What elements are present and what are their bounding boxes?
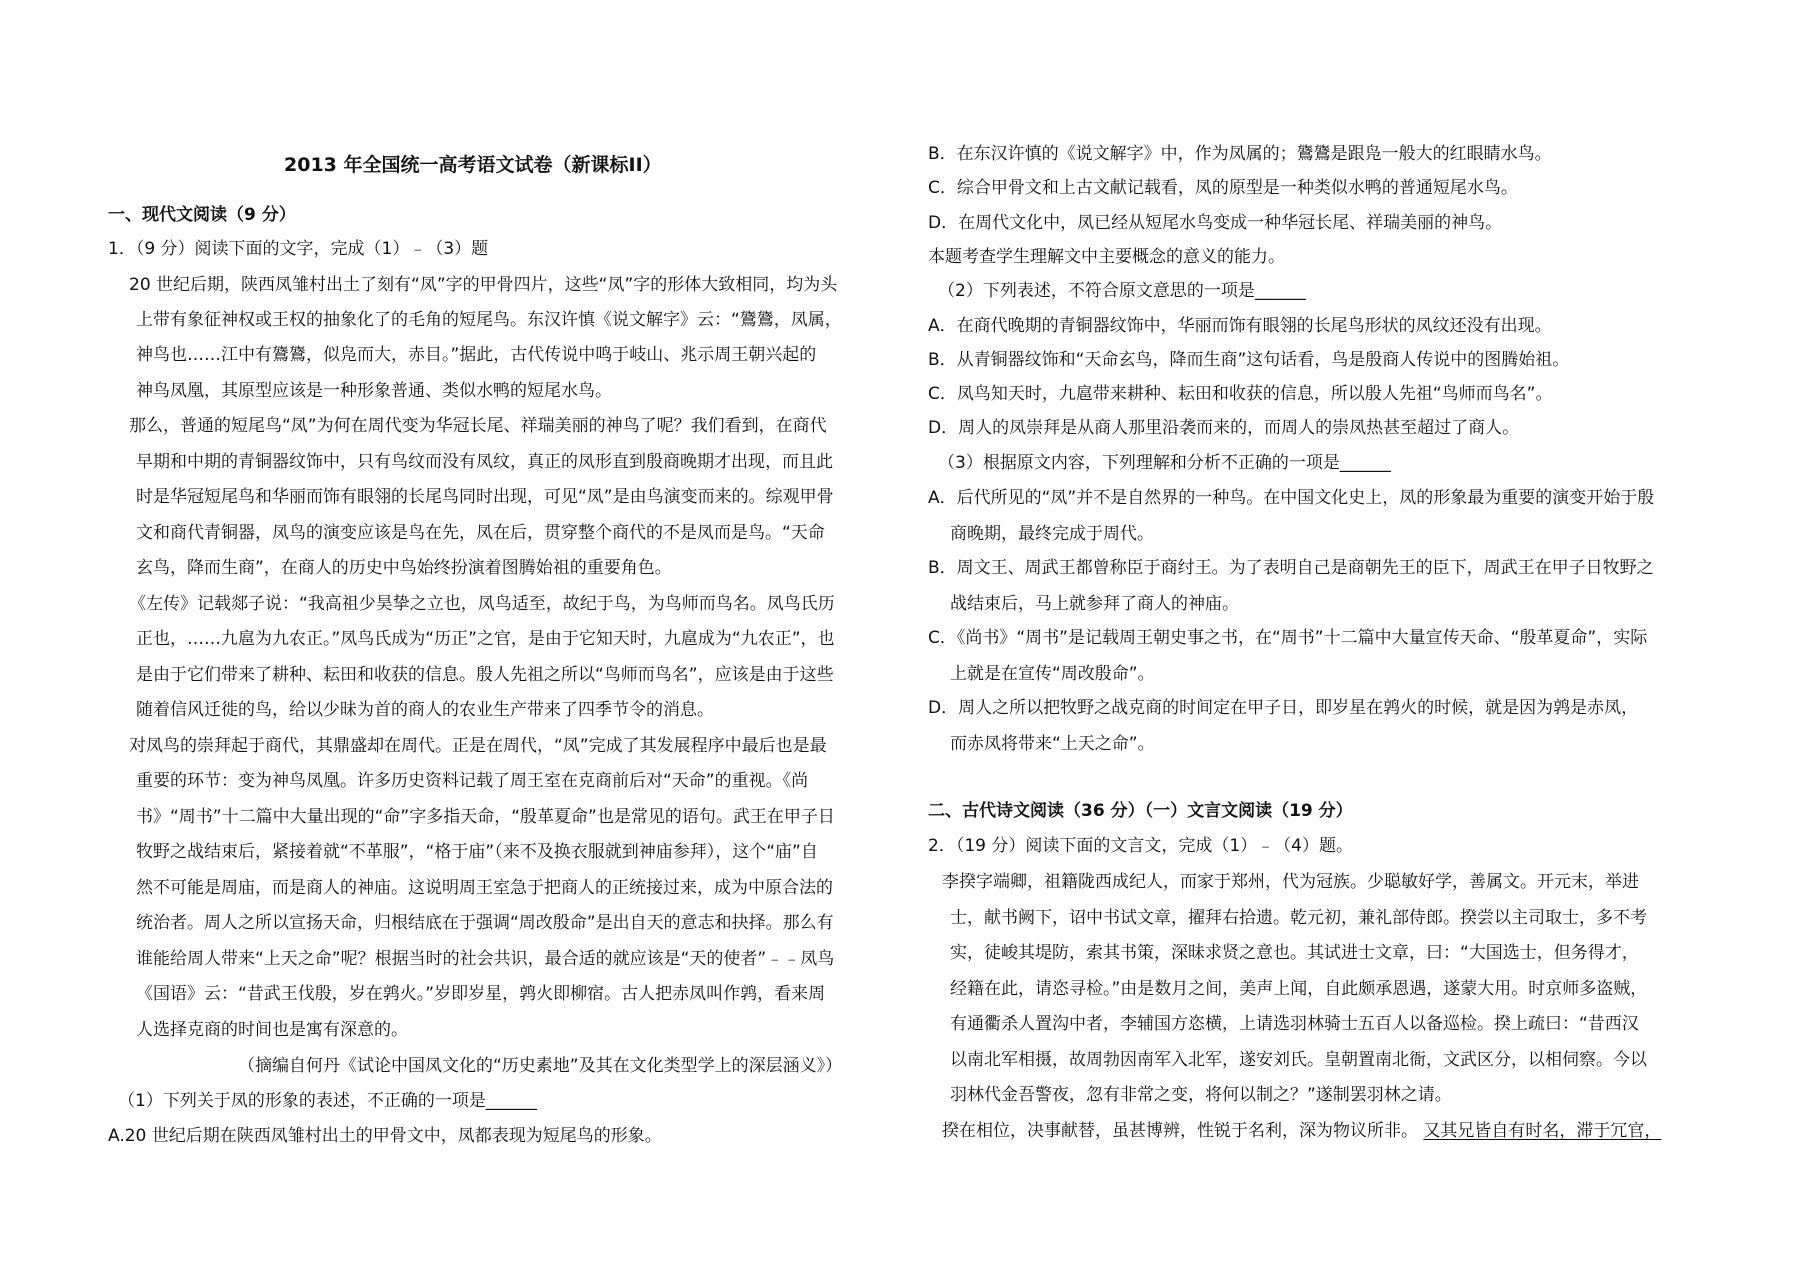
q2-prompt: 2．（19 分）阅读下面的文言文，完成（1）﹣（4）题。 xyxy=(928,836,1353,856)
passage-line: 人选择克商的时间也是寓有深意的。 xyxy=(136,1020,408,1040)
page-title: 2013 年全国统一高考语文试卷（新课标II） xyxy=(284,154,662,176)
classical-line: 实，徒峻其堤防，索其书策，深昧求贤之意也。其试进士文章，曰：“大国选士，但务得才， xyxy=(950,943,1639,963)
q1-3-option-d-cont: 而赤凤将带来“上天之命”。 xyxy=(950,734,1155,754)
passage-line: 是由于它们带来了耕种、耘田和收获的信息。殷人先祖之所以“鸟师而鸟名”，应该是由于这些 xyxy=(136,665,834,685)
q1-3-option-b-cont: 战结束后，马上就参拜了商人的神庙。 xyxy=(950,594,1239,614)
passage-line: 谁能给周人带来“上天之命”呢？根据当时的社会共识，最合适的就应该是“天的使者”﹣﹣凤鸟 xyxy=(136,949,835,969)
q1-1-option-c: C．综合甲骨文和上古文献记载看，凤的原型是一种类似水鸭的普通短尾水鸟。 xyxy=(928,178,1518,198)
q1-1-stem: （1）下列关于凤的形象的表述，不正确的一项是______ xyxy=(118,1091,537,1111)
classical-line: 羽林代金吾警夜，忽有非常之变，将何以制之？”遂制罢羽林之请。 xyxy=(950,1085,1452,1105)
q1-3-option-b: B．周文王、周武王都曾称臣于商纣王。为了表明自己是商朝先王的臣下，周武王在甲子日牧野之 xyxy=(928,558,1654,578)
q1-2-stem: （2）下列表述，不符合原文意思的一项是______ xyxy=(938,281,1306,301)
q1-1-option-b: B．在东汉许慎的《说文解字》中，作为凤属的；鷟鷟是跟凫一般大的红眼睛水鸟。 xyxy=(928,144,1552,164)
passage-line: 时是华冠短尾鸟和华丽而饰有眼翎的长尾鸟同时出现，可见“凤”是由鸟演变而来的。综观甲骨 xyxy=(136,487,834,507)
q1-3-option-c: C．《尚书》“周书”是记载周王朝史事之书，在“周书”十二篇中大量宣传天命、“殷革夏命”，实际 xyxy=(928,628,1648,648)
passage-line: 对凤鸟的崇拜起于商代，其鼎盛却在周代。正是在周代，“凤”完成了其发展程序中最后也是最 xyxy=(129,736,827,756)
section2-heading: 二、古代诗文阅读（36 分）（一）文言文阅读（19 分） xyxy=(928,801,1353,821)
classical-line: 经籍在此，请恣寻检。”由是数月之间，美声上闻，自此颇承恩遇，遂蒙大用。时京师多盗贼， xyxy=(950,979,1648,999)
q1-prompt: 1．（9 分）阅读下面的文字，完成（1）﹣（3）题 xyxy=(108,239,489,259)
passage-line: 《左传》记载郯子说：“我高祖少昊挚之立也，凤鸟适至，故纪于鸟，为鸟师而鸟名。凤鸟氏历 xyxy=(129,594,835,614)
q1-1-option-d: D．在周代文化中，凤已经从短尾水鸟变成一种华冠长尾、祥瑞美丽的神鸟。 xyxy=(928,213,1503,233)
passage-line: 神鸟也……江中有鷟鷟，似凫而大，赤目。”据此，古代传说中鸣于岐山、兆示周王朝兴起的 xyxy=(136,345,817,365)
passage-line: 随着信风迁徙的鸟，给以少昧为首的商人的农业生产带来了四季节令的消息。 xyxy=(136,700,714,720)
classical-last-line xyxy=(942,1121,1661,1141)
passage-line: 上带有象征神权或王权的抽象化了的毛角的短尾鸟。东汉许慎《说文解字》云：“鷟鷟，凤属， xyxy=(136,310,842,330)
classical-line: 有通衢杀人置沟中者，李辅国方恣横，上请选羽林骑士五百人以备巡检。揆上疏曰：“昔西汉 xyxy=(950,1014,1639,1034)
classical-last-line-plain: 揆在相位，决事献替，虽甚博辨，性锐于名利，深为物议所非。 xyxy=(942,1121,1418,1141)
q1-3-stem: （3）根据原文内容，下列理解和分析不正确的一项是______ xyxy=(938,453,1391,473)
passage-line: 神鸟凤凰，其原型应该是一种形象普通、类似水鸭的短尾水鸟。 xyxy=(136,381,612,401)
q1-2-option-d: D．周人的凤崇拜是从商人那里沿袭而来的，而周人的崇凤热甚至超过了商人。 xyxy=(928,418,1520,438)
q1-1-note: 本题考查学生理解文中主要概念的意义的能力。 xyxy=(928,247,1285,267)
q1-3-option-a: A．后代所见的“凤”并不是自然界的一种鸟。在中国文化史上，凤的形象最为重要的演变开始于殷 xyxy=(928,488,1655,508)
passage-line: 统治者。周人之所以宣扬天命，归根结底在于强调“周改殷命”是出自天的意志和抉择。那么有 xyxy=(136,913,834,933)
passage-line: 正也，……九扈为九农正。”凤鸟氏成为“历正”之官，是由于它知天时，九扈成为“九农正”，也 xyxy=(136,629,835,649)
q1-3-option-d: D．周人之所以把牧野之战克商的时间定在甲子日，即岁星在鹑火的时候，就是因为鹑是赤凤， xyxy=(928,698,1639,718)
passage-line: 那么，普通的短尾鸟“凤”为何在周代变为华冠长尾、祥瑞美丽的神鸟了呢？我们看到，在商代 xyxy=(129,416,827,436)
passage-line: 文和商代青铜器，凤鸟的演变应该是鸟在先，凤在后，贯穿整个商代的不是凤而是鸟。“天命 xyxy=(136,523,825,543)
passage-line: 《国语》云：“昔武王伐殷，岁在鹑火。”岁即岁星，鹑火即柳宿。古人把赤凤叫作鹑，看来周 xyxy=(136,984,826,1004)
passage-line: 书》“周书”十二篇中大量出现的“命”字多指天命，“殷革夏命”也是常见的语句。武王在甲子日 xyxy=(136,807,835,827)
q1-2-option-c: C．凤鸟知天时，九扈带来耕种、耘田和收获的信息，所以殷人先祖“鸟师而鸟名”。 xyxy=(928,384,1553,404)
classical-underlined-sentence: 又其兄皆自有时名，滞于冗官， xyxy=(1423,1121,1662,1141)
passage-line: 早期和中期的青铜器纹饰中，只有鸟纹而没有凤纹，真正的凤形直到殷商晚期才出现，而且此 xyxy=(136,452,833,472)
passage-line: 玄鸟，降而生商”，在商人的历史中鸟始终扮演着图腾始祖的重要角色。 xyxy=(136,558,672,578)
classical-line: 以南北军相摄，故周勃因南军入北军，遂安刘氏。皇朝置南北衙，文武区分，以相伺察。今以 xyxy=(950,1050,1647,1070)
passage-line: 重要的环节：变为神鸟凤凰。许多历史资料记载了周王室在克商前后对“天命”的重视。《尚 xyxy=(136,771,809,791)
passage-line: 牧野之战结束后，紧接着就“不革服”，“格于庙”（来不及换衣服就到神庙参拜），这个“庙”自 xyxy=(136,842,818,862)
q1-1-option-a: A.20 世纪后期在陕西凤雏村出土的甲骨文中，凤都表现为短尾鸟的形象。 xyxy=(108,1126,662,1146)
passage-line: 然不可能是周庙，而是商人的神庙。这说明周王室急于把商人的正统接过来，成为中原合法的 xyxy=(136,878,833,898)
q1-3-option-a-cont: 商晚期，最终完成于周代。 xyxy=(950,524,1154,544)
passage-line: 20 世纪后期，陕西凤雏村出土了刻有“凤”字的甲骨四片，这些“凤”字的形体大致相同，均为头 xyxy=(129,275,838,295)
classical-line: 士，献书阙下，诏中书试文章，擢拜右拾遗。乾元初，兼礼部侍郎。揆尝以主司取士，多不考 xyxy=(950,908,1647,928)
section1-heading: 一、现代文阅读（9 分） xyxy=(108,205,296,225)
q1-2-option-a: A．在商代晚期的青铜器纹饰中，华丽而饰有眼翎的长尾鸟形状的凤纹还没有出现。 xyxy=(928,316,1552,336)
q1-2-option-b: B．从青铜器纹饰和“天命玄鸟，降而生商”这句话看，鸟是殷商人传说中的图腾始祖。 xyxy=(928,350,1570,370)
q1-3-option-c-cont: 上就是在宣传“周改殷命”。 xyxy=(950,664,1155,684)
classical-line: 李揆字端卿，祖籍陇西成纪人，而家于郑州，代为冠族。少聪敏好学，善属文。开元末，举进 xyxy=(942,872,1639,892)
source-citation: （摘编自何丹《试论中国凤文化的“历史素地”及其在文化类型学上的深层涵义》） xyxy=(238,1056,843,1076)
